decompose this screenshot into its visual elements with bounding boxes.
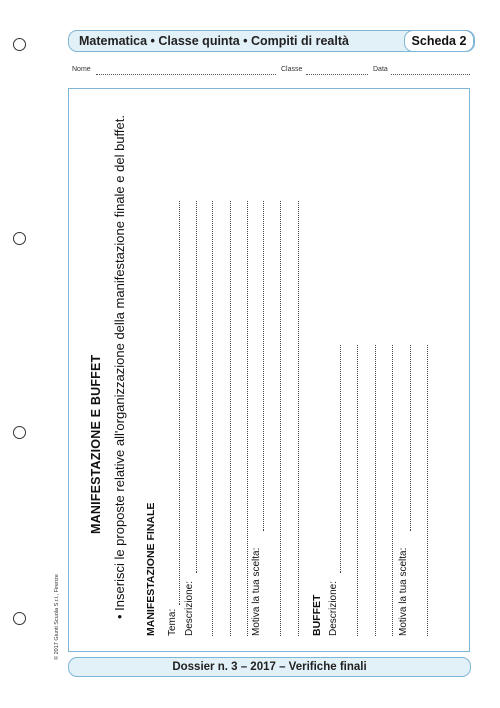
manifestazione-descrizione-line[interactable] bbox=[212, 201, 213, 636]
binder-hole bbox=[13, 232, 26, 245]
manifestazione-motiva-line[interactable] bbox=[263, 201, 264, 531]
date-label: Data bbox=[373, 66, 388, 73]
name-label: Nome bbox=[72, 66, 91, 73]
instruction-text: • Inserisci le proposte relative all'organizzazione della manifestazione finale e del buffet. bbox=[112, 115, 127, 619]
buffet-motiva-line[interactable] bbox=[410, 345, 411, 531]
manifestazione-descrizione-line[interactable] bbox=[196, 201, 197, 573]
class-label: Classe bbox=[281, 66, 303, 73]
tema-label: Tema: bbox=[167, 608, 178, 636]
manifestazione-descrizione-label: Descrizione: bbox=[184, 580, 195, 636]
manifestazione-descrizione-line[interactable] bbox=[230, 201, 231, 636]
manifestazione-motiva-line[interactable] bbox=[298, 201, 299, 636]
buffet-descrizione-line[interactable] bbox=[392, 345, 393, 636]
buffet-descrizione-line[interactable] bbox=[340, 345, 341, 573]
binder-hole bbox=[13, 38, 26, 51]
buffet-descrizione-label: Descrizione: bbox=[328, 580, 339, 636]
page-header bbox=[68, 30, 475, 52]
manifestazione-descrizione-line[interactable] bbox=[247, 201, 248, 636]
date-line[interactable] bbox=[391, 74, 470, 75]
worksheet-title: MANIFESTAZIONE E BUFFET bbox=[89, 354, 103, 534]
buffet-heading: BUFFET bbox=[311, 594, 323, 636]
rotated-content bbox=[79, 99, 459, 639]
buffet-motiva-label: Motiva la tua scelta: bbox=[398, 547, 409, 636]
binder-hole bbox=[13, 426, 26, 439]
sheet-tag: Scheda 2 bbox=[404, 30, 474, 52]
header-title: Matematica • Classe quinta • Compiti di realtà bbox=[79, 34, 349, 48]
name-line[interactable] bbox=[96, 74, 276, 75]
tema-line[interactable] bbox=[179, 201, 180, 605]
manifestazione-motiva-label: Motiva la tua scelta: bbox=[251, 547, 262, 636]
manifestazione-motiva-line[interactable] bbox=[280, 201, 281, 636]
class-line[interactable] bbox=[306, 74, 368, 75]
buffet-motiva-line[interactable] bbox=[427, 345, 428, 636]
name-row bbox=[72, 66, 472, 78]
buffet-descrizione-line[interactable] bbox=[357, 345, 358, 636]
page-footer: Dossier n. 3 – 2017 – Verifiche finali bbox=[68, 657, 471, 677]
binder-hole bbox=[13, 612, 26, 625]
worksheet-frame bbox=[68, 88, 470, 652]
copyright-note: © 2017 Giunti Scuola S.r.l., Firenze bbox=[54, 574, 60, 660]
manifestazione-heading: MANIFESTAZIONE FINALE bbox=[145, 502, 157, 636]
buffet-descrizione-line[interactable] bbox=[375, 345, 376, 636]
